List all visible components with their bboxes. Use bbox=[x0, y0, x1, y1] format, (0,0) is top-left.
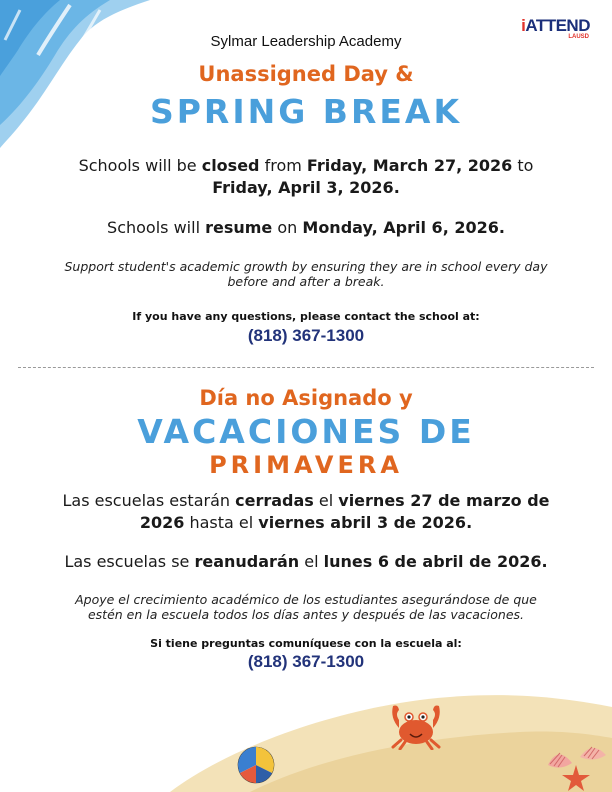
logo-i: i bbox=[521, 16, 526, 35]
english-resume-text: Schools will resume on Monday, April 6, 2026. bbox=[107, 218, 505, 237]
spanish-title-small: Día no Asignado y bbox=[199, 386, 413, 410]
spanish-resume-text: Las escuelas se reanudarán el lunes 6 de abril de 2026. bbox=[64, 552, 548, 571]
crab-icon bbox=[385, 700, 447, 750]
spanish-title-big: VACACIONES DE bbox=[137, 412, 475, 451]
english-questions: If you have any questions, please contact the school at: bbox=[132, 310, 480, 323]
starfish-icon bbox=[562, 765, 590, 791]
logo-lausd: LAUSD bbox=[568, 34, 589, 40]
english-support-text: Support student's academic growth by ensuring they are in school every day before and after a break. bbox=[64, 259, 548, 289]
spanish-title-big2: PRIMAVERA bbox=[209, 451, 403, 479]
logo-attend: ATTEND bbox=[525, 16, 590, 35]
sand-decoration bbox=[0, 652, 612, 792]
english-title-big: SPRING BREAK bbox=[149, 92, 463, 131]
english-phone: (818) 367-1300 bbox=[247, 326, 365, 345]
spanish-closed-text: Las escuelas estarán cerradas el viernes 27 de marzo de 2026 hasta el viernes abril 3 de 2026. bbox=[62, 491, 550, 532]
spanish-support-text: Apoye el crecimiento académico de los estudiantes asegurándose de que estén en la escuela todos los días antes y después de las vacaciones. bbox=[75, 592, 537, 622]
seashell-icon bbox=[540, 735, 612, 792]
school-name: Sylmar Leadership Academy bbox=[210, 33, 402, 50]
spanish-phone: (818) 367-1300 bbox=[247, 652, 365, 671]
spanish-questions: Si tiene preguntas comuníquese con la escuela al: bbox=[150, 637, 462, 650]
section-divider bbox=[18, 367, 594, 368]
english-closed-text: Schools will be closed from Friday, March 27, 2026 to Friday, April 3, 2026. bbox=[78, 156, 534, 197]
beach-ball-icon bbox=[236, 745, 276, 785]
english-title-small: Unassigned Day & bbox=[198, 62, 414, 86]
